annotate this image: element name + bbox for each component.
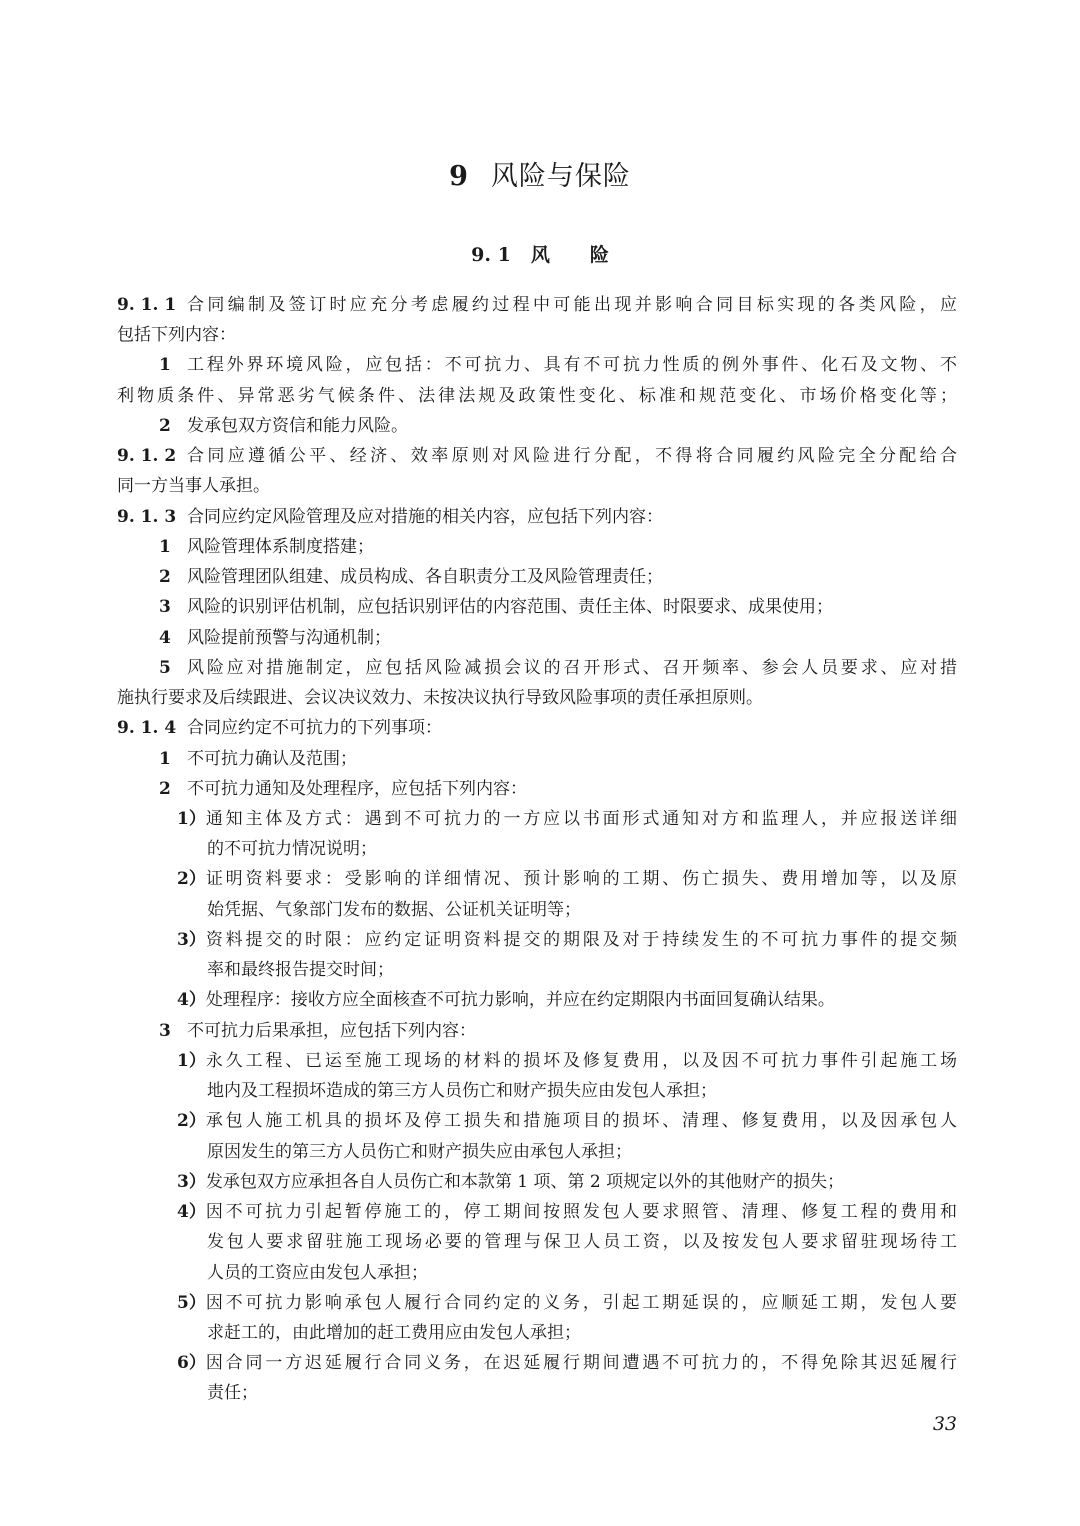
line-text: 证明资料要求：受影响的详细情况、预计影响的工期、伤亡损失、费用增加等，以及原 [205,869,960,890]
chapter-number: 9 [449,161,469,192]
item-number: 4） [177,990,206,1011]
subitem-line [117,804,960,834]
line-text: 合同编制及签订时应充分考虑履约过程中可能出现并影响合同目标实现的各类风险，应 [187,295,961,315]
item-number: 5 [159,657,171,678]
line-text: 地内及工程损坏造成的第三方人员伤亡和财产损失应由发包人承担； [207,1081,717,1102]
section-heading [0,241,1080,269]
item-number: 9. 1. 1 [117,295,177,315]
line-text: 永久工程、已运至施工现场的材料的损坏及修复费用，以及因不可抗力事件引起施工场 [205,1050,960,1071]
section-number: 9. 1 [471,244,511,266]
item-number: 3 [159,597,171,618]
continuation-line [117,955,957,985]
item-number: 1） [177,808,206,829]
line-text: 不可抗力通知及处理程序，应包括下列内容： [187,778,527,799]
chapter-heading [0,158,1080,196]
item-number: 4） [177,1202,206,1223]
subitem-line [117,985,957,1015]
line-text: 施执行要求及后续跟进、会议决议效力、未按决议执行导致风险事项的责任承担原则。 [117,688,763,709]
line-text: 包括下列内容： [117,325,236,346]
line-text: 责任； [207,1383,258,1404]
item-number: 9. 1. 2 [117,446,177,467]
subitem-line [117,1197,960,1227]
item-number: 3 [159,1020,171,1041]
item-number: 9. 1. 4 [117,718,177,739]
subitem-line [117,864,960,894]
item-line [117,532,957,562]
continuation-line [117,471,957,501]
item-line [117,623,957,653]
line-text: 风险的识别评估机制，应包括识别评估的内容范围、责任主体、时限要求、成果使用； [187,597,833,618]
item-number: 1 [159,536,171,557]
line-text: 风险提前预警与沟通机制； [187,627,391,648]
item-number: 3） [177,929,206,950]
item-number: 2 [159,778,171,799]
line-text: 资料提交的时限：应约定证明资料提交的期限及对于持续发生的不可抗力事件的提交频 [205,929,960,950]
clause-line [117,713,957,743]
item-number: 2） [177,1111,206,1132]
continuation-line [117,1258,957,1288]
line-text: 利物质条件、异常恶劣气候条件、法律法规及政策性变化、标准和规范变化、市场价格变化等； [117,385,961,406]
line-text: 的不可抗力情况说明； [207,839,377,860]
item-number: 2 [159,415,171,436]
line-text: 始凭据、气象部门发布的数据、公证机关证明等； [207,899,581,920]
line-text: 同一方当事人承担。 [117,476,270,497]
line-text: 风险管理团队组建、成员构成、各自职责分工及风险管理责任； [187,567,663,588]
item-number: 5） [177,1292,206,1313]
line-text: 工程外界环境风险，应包括：不可抗力、具有不可抗力性质的例外事件、化石及文物、不 [187,355,960,376]
subitem-line [117,1046,960,1076]
item-number: 2） [177,869,206,890]
line-text: 发包人要求留驻施工现场必要的管理与保卫人员工资，以及按发包人要求留驻现场待工 [207,1232,960,1253]
line-text: 合同应约定不可抗力的下列事项： [187,718,442,739]
line-text: 合同应遵循公平、经济、效率原则对风险进行分配，不得将合同履约风险完全分配给合 [187,446,961,467]
subitem-line [117,1106,960,1136]
clause-line [117,502,957,532]
item-line [117,562,957,592]
line-text: 因不可抗力引起暂停施工的，停工期间按照发包人要求照管、清理、修复工程的费用和 [205,1202,960,1223]
item-number: 6） [177,1353,206,1374]
item-line [117,744,957,774]
item-line [117,350,960,380]
item-number: 9. 1. 3 [117,506,177,527]
line-text: 风险管理体系制度搭建； [187,536,374,557]
continuation-line [117,1318,957,1348]
item-line [117,1016,957,1046]
continuation-line [117,683,957,713]
line-text: 不可抗力后果承担，应包括下列内容： [187,1020,476,1041]
line-text: 发承包双方应承担各自人员伤亡和本款第 1 项、第 2 项规定以外的其他财产的损失； [205,1171,845,1192]
item-number: 3） [177,1171,206,1192]
continuation-line [117,895,957,925]
line-text: 率和最终报告提交时间； [207,960,394,981]
item-line [117,774,957,804]
item-number: 1 [159,355,171,376]
clause-line [117,441,961,471]
line-text: 通知主体及方式：遇到不可抗力的一方应以书面形式通知对方和监理人，并应报送详细 [205,808,960,829]
continuation-line [117,320,957,350]
line-text: 承包人施工机具的损坏及停工损失和措施项目的损坏、清理、修复费用，以及因承包人 [205,1111,960,1132]
chapter-title: 风险与保险 [490,161,631,192]
continuation-line [117,1137,957,1167]
continuation-line [117,1227,960,1257]
clause-line [117,290,961,320]
subitem-line [117,1348,960,1378]
line-text: 原因发生的第三方人员伤亡和财产损失应由承包人承担； [207,1141,632,1162]
section-title: 风险 [530,244,649,266]
subitem-line [117,1288,960,1318]
subitem-line [117,1167,957,1197]
continuation-line [117,1076,957,1106]
item-line [117,653,960,683]
continuation-line [117,1378,957,1408]
line-text: 求赶工的，由此增加的赶工费用应由发包人承担； [207,1322,581,1343]
line-text: 因合同一方迟延履行合同义务，在迟延履行期间遭遇不可抗力的，不得免除其迟延履行 [205,1353,960,1374]
continuation-line [117,834,957,864]
subitem-line [117,925,960,955]
line-text: 不可抗力确认及范围； [187,748,357,769]
continuation-line [117,381,961,411]
item-line [117,411,957,441]
item-line [117,592,957,622]
line-text: 人员的工资应由发包人承担； [207,1262,428,1283]
item-number: 2 [159,567,171,588]
line-text: 因不可抗力影响承包人履行合同约定的义务，引起工期延误的，应顺延工期，发包人要 [205,1292,960,1313]
line-text: 风险应对措施制定，应包括风险减损会议的召开形式、召开频率、参会人员要求、应对措 [187,657,960,678]
item-number: 1 [159,748,171,769]
item-number: 4 [159,627,171,648]
item-number: 1） [177,1050,206,1071]
page-number: 33 [932,1413,957,1435]
line-text: 处理程序：接收方应全面核查不可抗力影响，并应在约定期限内书面回复确认结果。 [205,990,835,1011]
document-body [117,290,961,1409]
line-text: 合同应约定风险管理及应对措施的相关内容，应包括下列内容： [187,506,663,527]
line-text: 发承包双方资信和能力风险。 [187,415,408,436]
